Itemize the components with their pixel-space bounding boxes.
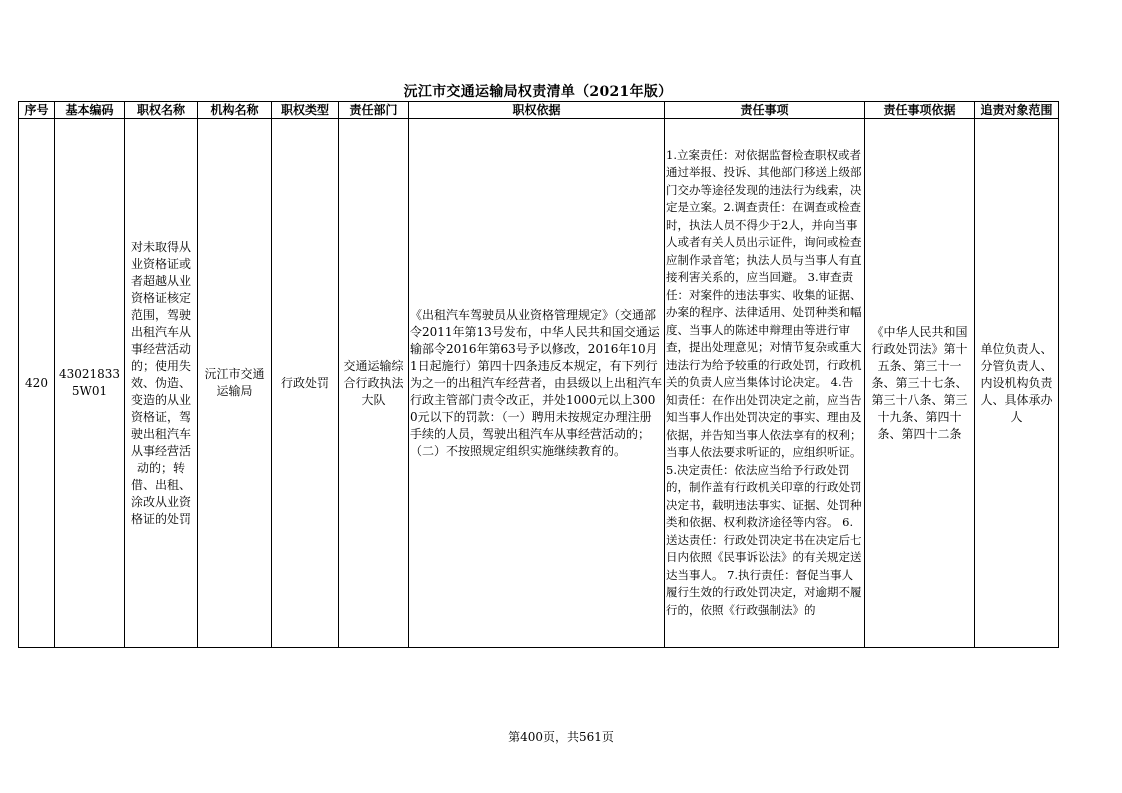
- cell-power-type: 行政处罚: [272, 119, 339, 648]
- cell-dept: 交通运输综合行政执法大队: [339, 119, 409, 648]
- header-cell-org-name: 机构名称: [198, 102, 272, 119]
- header-cell-seq: 序号: [19, 102, 55, 119]
- header-row: [19, 102, 1059, 119]
- header-cell-basis: 职权依据: [409, 102, 665, 119]
- header-cell-duties: 责任事项: [665, 102, 865, 119]
- header-cell-power-name: 职权名称: [125, 102, 198, 119]
- cell-code: 430218335W01: [55, 119, 125, 648]
- cell-org-name: 沅江市交通运输局: [198, 119, 272, 648]
- cell-basis: 《出租汽车驾驶员从业资格管理规定》（交通部令2011年第13号发布，中华人民共和国交通运输部令2016年第63号予以修改，2016年10月1日起施行）第四十四条违反本规定，有下列行为之一的出租汽车经营者，由县级以上出租汽车行政主管部门责令改正，并处1000元以上3000元以下的罚款：（一）聘用未按规定办理注册手续的人员，驾驶出租汽车从事经营活动的；（二）不按照规定组织实施继续教育的。: [409, 119, 665, 648]
- page-title: 沅江市交通运输局权责清单（2021年版）: [403, 84, 673, 100]
- header-cell-power-type: 职权类型: [272, 102, 339, 119]
- cell-power-name: 对未取得从业资格证或者超越从业资格证核定范围，驾驶出租汽车从事经营活动的；使用失效、伪造、变造的从业资格证，驾驶出租汽车从事经营活动的；转借、出租、涂改从业资格证的处罚: [125, 119, 198, 648]
- cell-seq: 420: [19, 119, 55, 648]
- header-cell-duty-basis: 责任事项依据: [865, 102, 975, 119]
- cell-duties: 1.立案责任：对依据监督检查职权或者通过举报、投诉、其他部门移送上级部门交办等途径发现的违法行为线索，决定是立案。2.调查责任：在调查或检查时，执法人员不得少于2人，并向当事人或者有关人员出示证件，询问或检查应制作录音笔；执法人员与当事人有直接利害关系的，应当回避。 3.审查责任：对案件的违法事实、收集的证据、办案的程序、法律适用、处罚种类和幅度、当事人的陈述申辩理由等进行审查，提出处理意见；对情节复杂或重大违法行为给予较重的行政处罚，行政机关的负责人应当集体讨论决定。 4.告知责任：在作出处罚决定之前，应当告知当事人作出处罚决定的事实、理由及依据，并告知当事人依法享有的权利；当事人依法要求听证的，应组织听证。 5.决定责任：依法应当给予行政处罚的，制作盖有行政机关印章的行政处罚决定书，载明违法事实、证据、处罚种类和依据、权利救济途径等内容。 6.送达责任：行政处罚决定书在决定后七日内依照《民事诉讼法》的有关规定送达当事人。 7.执行责任：督促当事人履行生效的行政处罚决定，对逾期不履行的，依照《行政强制法》的: [665, 119, 865, 648]
- header-cell-accountability: 追责对象范围: [975, 102, 1059, 119]
- cell-duty-basis: 《中华人民共和国行政处罚法》第十五条、第三十一条、第三十七条、第三十八条、第三十九条、第四十条、第四十二条: [865, 119, 975, 648]
- header-cell-code: 基本编码: [55, 102, 125, 119]
- page-footer: 第400页，共561页: [508, 730, 614, 744]
- cell-accountability: 单位负责人、分管负责人、内设机构负责人、具体承办人: [975, 119, 1059, 648]
- header-cell-dept: 责任部门: [339, 102, 409, 119]
- responsibility-table: [18, 101, 1059, 648]
- table-row: [19, 119, 1059, 648]
